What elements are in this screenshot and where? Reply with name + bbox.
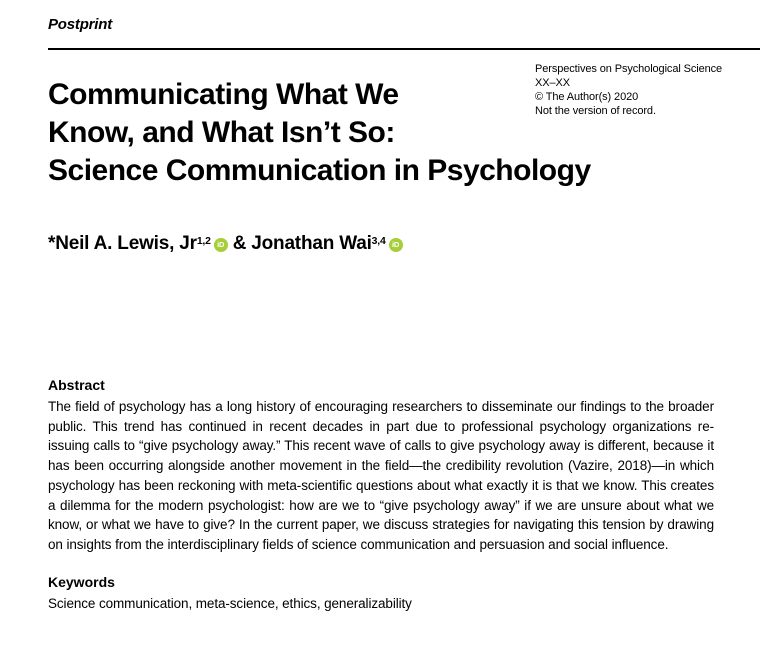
journal-name: Perspectives on Psychological Science <box>535 63 723 75</box>
author-byline <box>48 233 714 255</box>
article-title-line-3: Science Communication in Psychology <box>48 154 591 187</box>
article-title-line-1: Communicating What We <box>48 78 399 111</box>
journal-info-block <box>535 62 735 118</box>
keywords-heading: Keywords <box>48 573 115 590</box>
journal-pages: XX–XX <box>535 77 570 89</box>
abstract-section <box>48 376 714 555</box>
keywords-text: Science communication, meta-science, ethics, generalizability <box>48 595 412 611</box>
keywords-section <box>48 573 714 613</box>
orcid-icon[interactable]: iD <box>389 238 403 252</box>
abstract-heading: Abstract <box>48 377 105 393</box>
author-separator: & <box>232 233 247 254</box>
abstract-text: The field of psychology has a long history of encouraging researchers to disseminate our findings to the broader public. This trend has continued in recent decades in part due to professional psychology organizations re-issuing calls to “give psychology away.” This recent wave of calls to give psychology away is different, because it has been occurring alongside another movement in the field—the credibility revolution (Vazire, 2018)—in which psychology has been reckoning with meta-scientific questions about what exactly it is that we know. This creates a dilemma for the modern psychologist: how are we to “give psychology away” if we are unsure about what we know, or what we have to give? In the current paper, we discuss strategies for navigating this tension by drawing on insights from the interdisciplinary fields of science communication and persuasion and social influence. <box>48 399 714 552</box>
author-name-2: Jonathan Wai <box>251 233 372 254</box>
author-affiliation-sup-1: 1,2 <box>196 235 211 247</box>
journal-copyright: © The Author(s) 2020 <box>535 91 639 103</box>
orcid-icon[interactable]: iD <box>214 238 228 252</box>
author-affiliation-sup-2: 3,4 <box>371 235 386 247</box>
journal-version-note: Not the version of record. <box>535 105 656 117</box>
author-name-1: *Neil A. Lewis, Jr <box>48 233 197 254</box>
article-title-line-2: Know, and What Isn’t So: <box>48 116 395 149</box>
postprint-label: Postprint <box>48 16 113 33</box>
header-divider <box>48 48 760 50</box>
